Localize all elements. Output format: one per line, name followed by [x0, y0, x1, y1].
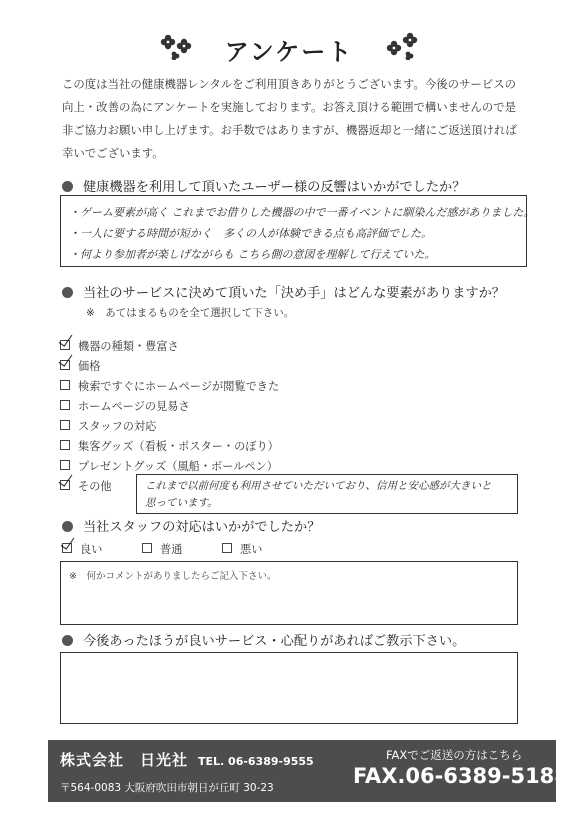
- checkbox[interactable]: [60, 440, 70, 450]
- suggestion-box[interactable]: [60, 652, 518, 724]
- bullet-icon: [62, 521, 73, 532]
- rating-good[interactable]: 良い: [62, 541, 102, 557]
- checkbox[interactable]: [62, 543, 72, 553]
- option-promo-goods[interactable]: 集客グッズ（看板・ポスター・のぼり）: [60, 438, 279, 454]
- handwritten-answer-line: 思っています。: [145, 497, 218, 509]
- other-answer-box[interactable]: [136, 474, 518, 514]
- checkbox[interactable]: [60, 380, 70, 390]
- checkbox[interactable]: [222, 543, 232, 553]
- question-1-answer-box[interactable]: [60, 195, 535, 267]
- intro-line: 向上・改善の為にアンケートを実施しております。お答え頂ける範囲で構いませんので是: [62, 100, 517, 114]
- flower-ornament-right-icon: [380, 30, 426, 60]
- rating-normal[interactable]: 普通: [142, 541, 182, 557]
- staff-comment-box[interactable]: [60, 561, 518, 625]
- option-other[interactable]: その他: [60, 478, 112, 494]
- bullet-icon: [62, 635, 73, 646]
- checkbox[interactable]: [60, 400, 70, 410]
- checkbox[interactable]: [60, 340, 70, 350]
- rating-bad[interactable]: 悪い: [222, 541, 262, 557]
- question-2-note: ※ あてはまるものを全て選択して下さい。: [86, 307, 295, 319]
- handwritten-answer-line: ・一人に要する時間が短かく 多くの人が体験できる点も高評価でした。: [69, 227, 432, 240]
- comment-note: ※ 何かコメントがありましたらご記入下さい。: [69, 571, 277, 582]
- checkbox[interactable]: [60, 420, 70, 430]
- survey-title: アンケート: [224, 38, 354, 66]
- option-price[interactable]: 価格: [60, 358, 100, 374]
- handwritten-answer-line: ・ゲーム要素が高く これまでお借りした機器の中で一番イベントに馴染んだ感がありました。: [69, 206, 535, 219]
- question-1: [62, 176, 465, 195]
- checkbox[interactable]: [60, 480, 70, 490]
- intro-line: この度は当社の健康機器レンタルをご利用頂きありがとうございます。今後のサービスの: [62, 77, 516, 91]
- checkbox[interactable]: [60, 360, 70, 370]
- option-machine-variety[interactable]: 機器の種類・豊富さ: [60, 338, 179, 354]
- question-3-text: 当社スタッフの対応はいかがでしたか？: [83, 520, 321, 535]
- telephone-number: TEL. 06-6389-9555: [198, 755, 314, 768]
- fax-note: FAXでご返送の方はこちら: [386, 748, 523, 762]
- intro-text: [62, 73, 532, 165]
- question-1-text: 健康機器を利用して頂いたユーザー様の反響はいかがでしたか？: [83, 180, 466, 195]
- question-3: [62, 516, 320, 535]
- fax-number: FAX.06-6389-5188: [353, 764, 569, 788]
- company-name: 株式会社 日光社: [60, 751, 189, 769]
- option-staff-response[interactable]: スタッフの対応: [60, 418, 156, 434]
- bullet-icon: [62, 181, 73, 192]
- question-2-text: 当社のサービスに決めて頂いた「決め手」はどんな要素がありますか？: [83, 286, 505, 301]
- company-address: 〒564-0083 大阪府吹田市朝日が丘町 30-23: [60, 782, 274, 794]
- question-2: [62, 282, 505, 301]
- bullet-icon: [62, 287, 73, 298]
- question-4: [62, 630, 465, 649]
- option-present-goods[interactable]: プレゼントグッズ（風船・ボールペン）: [60, 458, 278, 474]
- footer: [48, 740, 569, 802]
- checkbox[interactable]: [60, 460, 70, 470]
- question-4-text: 今後あったほうが良いサービス・心配りがあればご教示下さい。: [83, 634, 466, 649]
- intro-line: 幸いでございます。: [62, 146, 164, 160]
- checkbox[interactable]: [142, 543, 152, 553]
- handwritten-answer-line: これまで以前何度も利用させていただいており、信用と安心感が大きいと: [145, 480, 492, 492]
- handwritten-answer-line: ・何より参加者が楽しげながらも こちら側の意図を理解して行えていた。: [69, 248, 436, 261]
- option-homepage-readability[interactable]: ホームページの見易さ: [60, 398, 190, 414]
- option-search-homepage[interactable]: 検索ですぐにホームページが閲覧できた: [60, 378, 279, 394]
- intro-line: 非ご協力お願い申し上げます。お手数ではありますが、機器返却と一緒にご返送頂ければ: [62, 123, 517, 137]
